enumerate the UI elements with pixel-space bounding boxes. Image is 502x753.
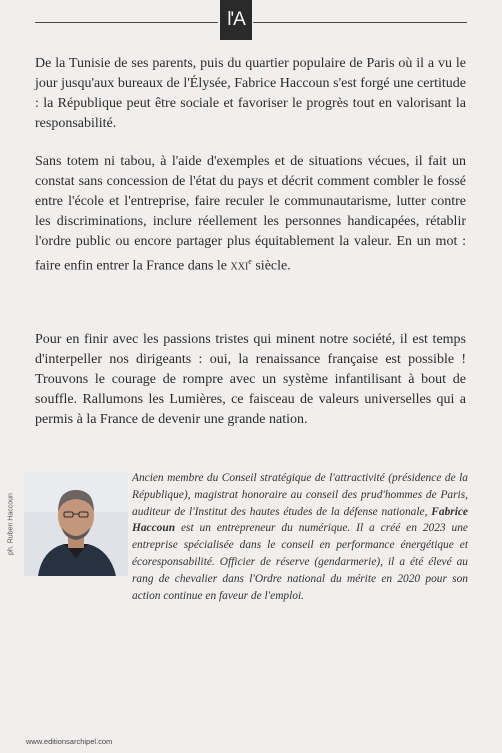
- century-word: siècle.: [251, 258, 291, 274]
- bio-details: est un entrepreneur du numérique. Il a créé en 2023 une entreprise spécialisée dans le conseil en performance énergétique et écoresponsabilité. Officier de réserve (gendarmerie), il a été élevé au rang de chevalier dans l'Ordre national du mérite en 2020 pour son action continue en faveur de l'emploi.: [132, 522, 468, 602]
- blurb-paragraph-2-text: Sans totem ni tabou, à l'aide d'exemples et de situations vécues, il fait un constat sans concession de l'état du pays et décrit comment combler le fossé entre l'école et l'entreprise, faire reculer le communautarisme, lutter contre les discriminations, inclure réellement les personnes handicapées, rétablir l'ordre public ou encore partager plus équitablement la valeur. En un mot : faire enfin entrer la France dans le: [35, 154, 466, 274]
- author-bio: [132, 470, 468, 604]
- author-name: Fabrice Haccoun: [132, 505, 468, 535]
- bio-intro: Ancien membre du Conseil stratégique de l'attractivité (présidence de la République), magistrat honoraire au conseil des prud'hommes de Paris, auditeur de l'Institut des hautes études de la défense nationale,: [132, 472, 468, 518]
- publisher-website: www.editionsarchipel.com: [26, 737, 113, 746]
- blurb-paragraph-1: De la Tunisie de ses parents, puis du quartier populaire de Paris où il a vu le jour jusqu'aux bureaux de l'Élysée, Fabrice Haccoun s'est forgé une certitude : la République peut être sociale et favoriser le progrès tout en valorisant la responsabilité.: [35, 56, 466, 131]
- top-rule-left: [35, 22, 218, 23]
- photo-credit-text: ph. Ruben Haccoun: [7, 493, 15, 555]
- blurb-paragraph-2: [35, 152, 466, 277]
- top-rule-right: [253, 22, 467, 23]
- century-suffix: e: [248, 257, 252, 266]
- publisher-logo: l'A: [220, 0, 252, 40]
- century-numeral: xxi: [230, 258, 249, 274]
- blurb-paragraph-3: Pour en finir avec les passions tristes qui minent notre société, il est temps d'interpeller nos dirigeants : oui, la renaissance française est possible ! Trouvons le courage de rompre avec un système infantilisant à bout de souffle. Rallumons les Lumières, ce faisceau de valeurs universelles qui a permis à la France de devenir une grande nation.: [35, 332, 466, 427]
- photo-credit: [4, 472, 18, 576]
- author-photo: [24, 472, 128, 576]
- author-portrait-image: [24, 472, 128, 576]
